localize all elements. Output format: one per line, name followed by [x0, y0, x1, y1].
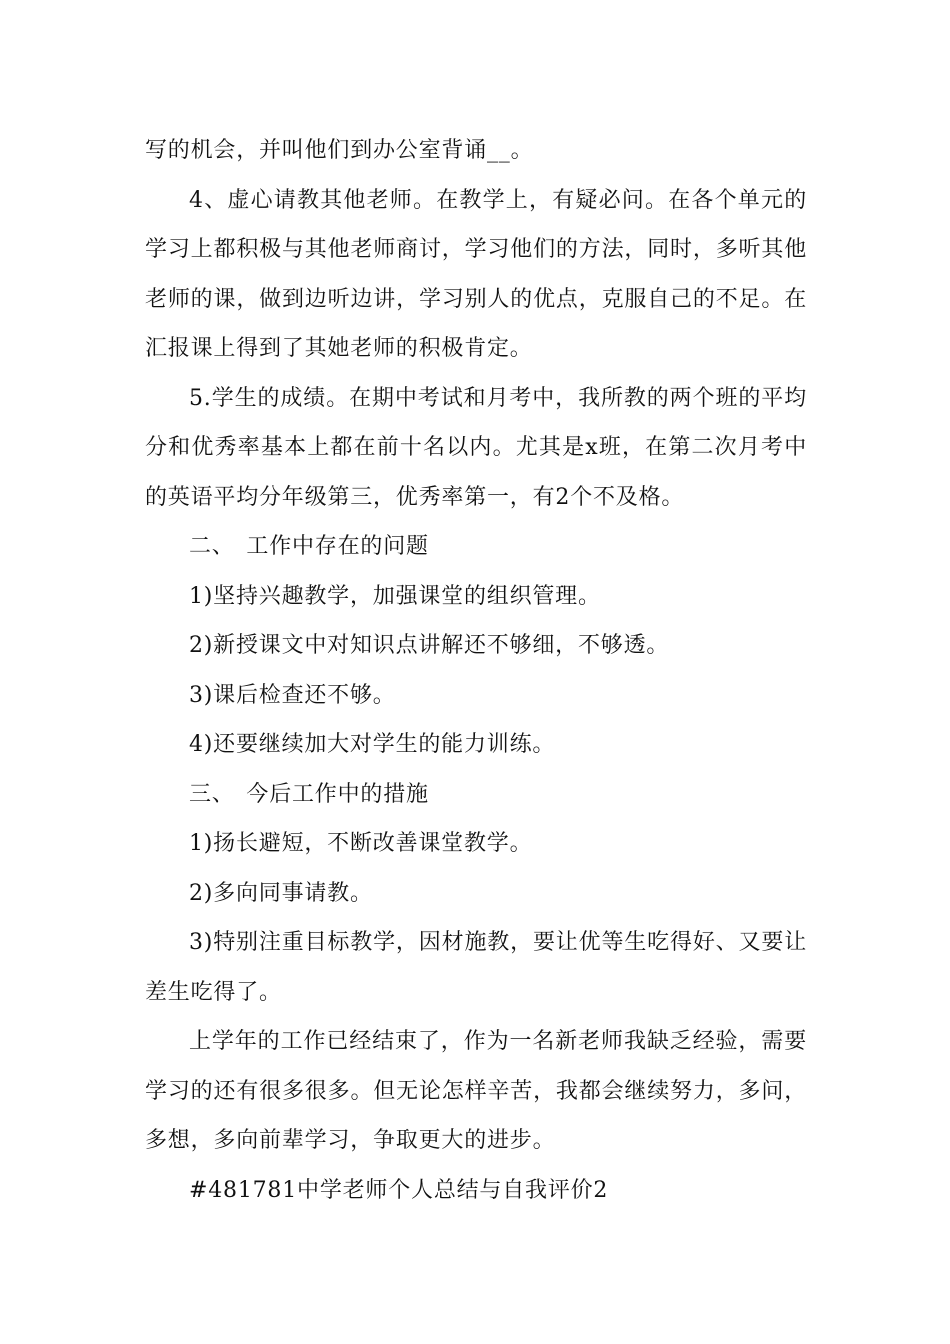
document-body [145, 126, 807, 1215]
measure-item-1: 1)扬长避短，不断改善课堂教学。 [189, 831, 533, 856]
problem-item-4: 4)还要继续加大对学生的能力训练。 [189, 732, 556, 757]
section-heading-measures: 三、 今后工作中的措施 [189, 781, 429, 807]
paragraph-continuation: 写的机会，并叫他们到办公室背诵__。 [145, 138, 534, 163]
problem-item-1: 1)坚持兴趣教学，加强课堂的组织管理。 [189, 583, 601, 609]
closing-paragraph: 上学年的工作已经结束了，作为一名新老师我缺乏经验，需要学习的还有很多很多。但无论怎样辛苦，我都会继续努力，多问，多想，多向前辈学习，争取更大的进步。 [145, 1029, 807, 1153]
paragraph-item-5: 5.学生的成绩。在期中考试和月考中，我所教的两个班的平均分和优秀率基本上都在前十名以内。尤其是x班，在第二次月考中的英语平均分年级第三，优秀率第一，有2个不及格。 [145, 385, 807, 510]
paragraph-item-4: 4、虚心请教其他老师。在教学上，有疑必问。在各个单元的学习上都积极与其他老师商讨，学习他们的方法，同时，多听其他老师的课，做到边听边讲，学习别人的优点，克服自己的不足。在汇报课上得到了其她老师的积极肯定。 [145, 187, 807, 361]
problem-item-3: 3)课后检查还不够。 [189, 682, 396, 708]
section-heading-problems: 二、 工作中存在的问题 [189, 534, 429, 559]
problem-item-2: 2)新授课文中对知识点讲解还不够细，不够透。 [189, 633, 670, 658]
measure-item-2: 2)多向同事请教。 [189, 880, 373, 906]
measure-item-3: 3)特别注重目标教学，因材施教，要让优等生吃得好、又要让差生吃得了。 [145, 930, 807, 1005]
next-document-title: #481781中学老师个人总结与自我评价2 [189, 1177, 609, 1203]
